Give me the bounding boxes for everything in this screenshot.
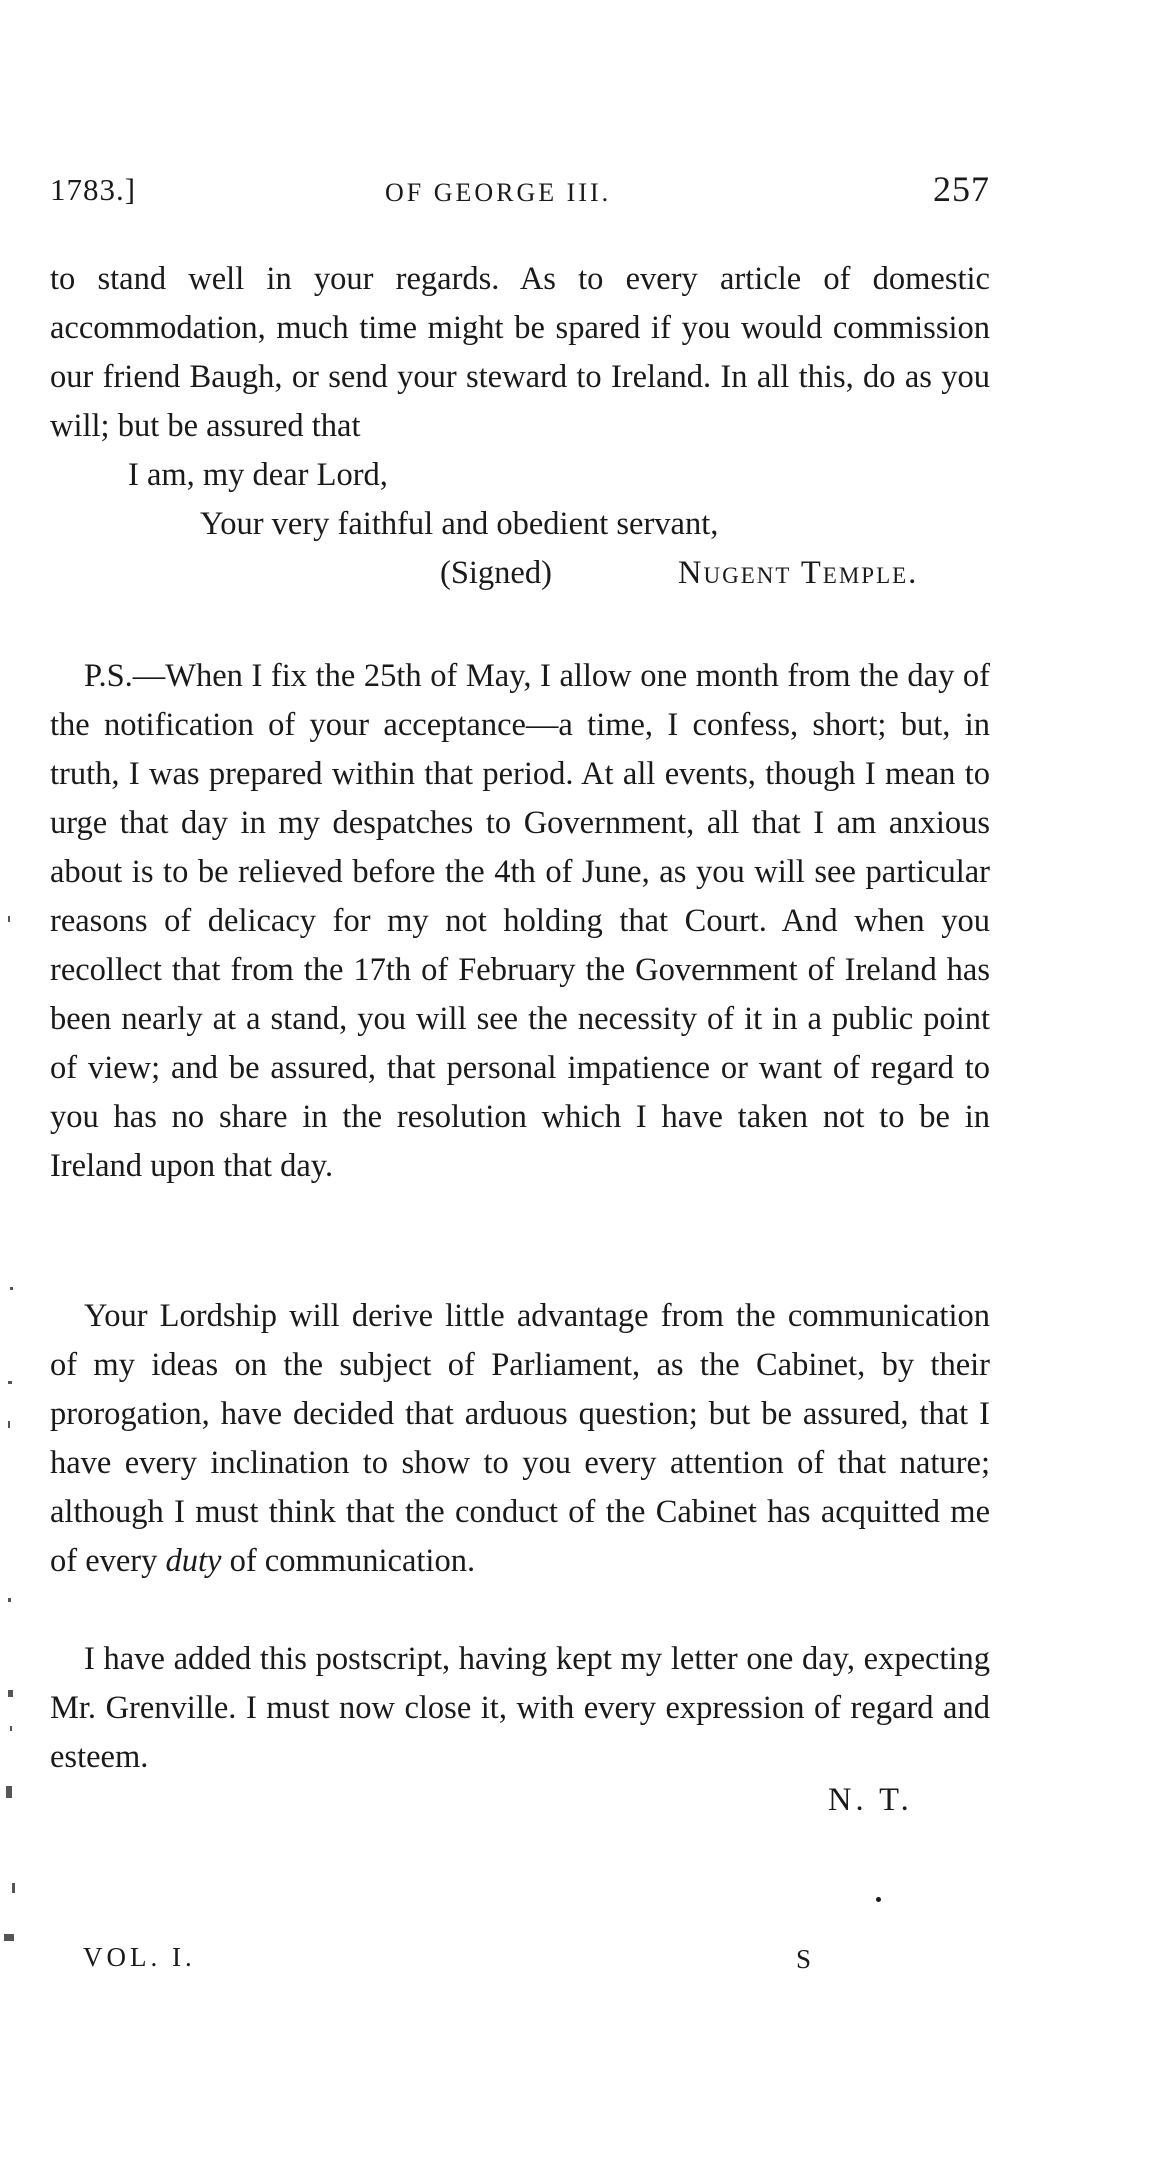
scan-edge-mark xyxy=(8,1421,10,1428)
letter-paragraph-1: to stand well in your regards. As to every article of domestic accommodation, much time might be spared if you would commission our friend Baugh, or send your steward to Ireland. In all this, do as you will; but be assured that xyxy=(50,261,990,444)
letter-paragraph-3 xyxy=(50,1292,990,1586)
scan-edge-mark xyxy=(8,1690,13,1697)
signatory-name: Nugent Temple. xyxy=(678,555,919,591)
scan-edge-mark xyxy=(10,1726,12,1731)
postscript-paragraph: P.S.—When I fix the 25th of May, I allow one month from the day of the notification of your acceptance—a time, I confess, short; but, in truth, I was prepared within that period. At all events, though I mean to urge that day in my despatches to Government, all that I am anxious about is to be relieved before the 4th of June, as you will see particular reasons of delicacy for my not holding that Court. And when you recollect that from the 17th of February the Government of Ireland has been nearly at a stand, you will see the necessity of it in a public point of view; and be assured, that personal impatience or want of regard to you has no share in the resolution which I have taken not to be in Ireland upon that day. xyxy=(50,658,990,1184)
closing-salutation: I am, my dear Lord, xyxy=(128,457,388,493)
page-number: 257 xyxy=(933,169,990,209)
letter-paragraph-4: I have added this postscript, having kept my letter one day, expecting Mr. Grenville. I must now close it, with every expression of regard and esteem. xyxy=(50,1641,990,1775)
closing-servant-line: Your very faithful and obedient servant, xyxy=(200,506,719,542)
ink-speck xyxy=(876,1897,881,1902)
scan-edge-mark xyxy=(4,1934,14,1941)
paragraph-3-text: Your Lordship will derive little advantage from the communication of my ideas on the subject of Parliament, as the Cabinet, by their prorogation, have decided that arduous question; but be assured, that I have every inclination to show to you every attention of that nature; although I must think that the conduct of the Cabinet has acquitted me of every xyxy=(50,1298,990,1579)
header-year: 1783.] xyxy=(50,172,137,207)
running-header xyxy=(50,168,990,218)
scan-edge-mark xyxy=(10,1287,13,1290)
signature-line xyxy=(440,549,918,598)
paragraph-3-ending: of communication. xyxy=(229,1543,476,1579)
scan-edge-mark xyxy=(8,916,10,922)
scan-edge-mark xyxy=(12,1883,15,1893)
scan-edge-mark xyxy=(6,1786,12,1798)
footer-volume: VOL. I. xyxy=(83,1942,196,1972)
italic-word-duty: duty xyxy=(165,1543,222,1579)
scan-edge-mark xyxy=(8,1381,12,1384)
footer-signature-mark: S xyxy=(796,1944,812,1974)
signed-label: (Signed) xyxy=(440,555,552,591)
header-title: OF GEORGE III. xyxy=(385,178,612,207)
scan-edge-mark xyxy=(8,1598,11,1602)
closing-initials: N. T. xyxy=(828,1782,913,1818)
